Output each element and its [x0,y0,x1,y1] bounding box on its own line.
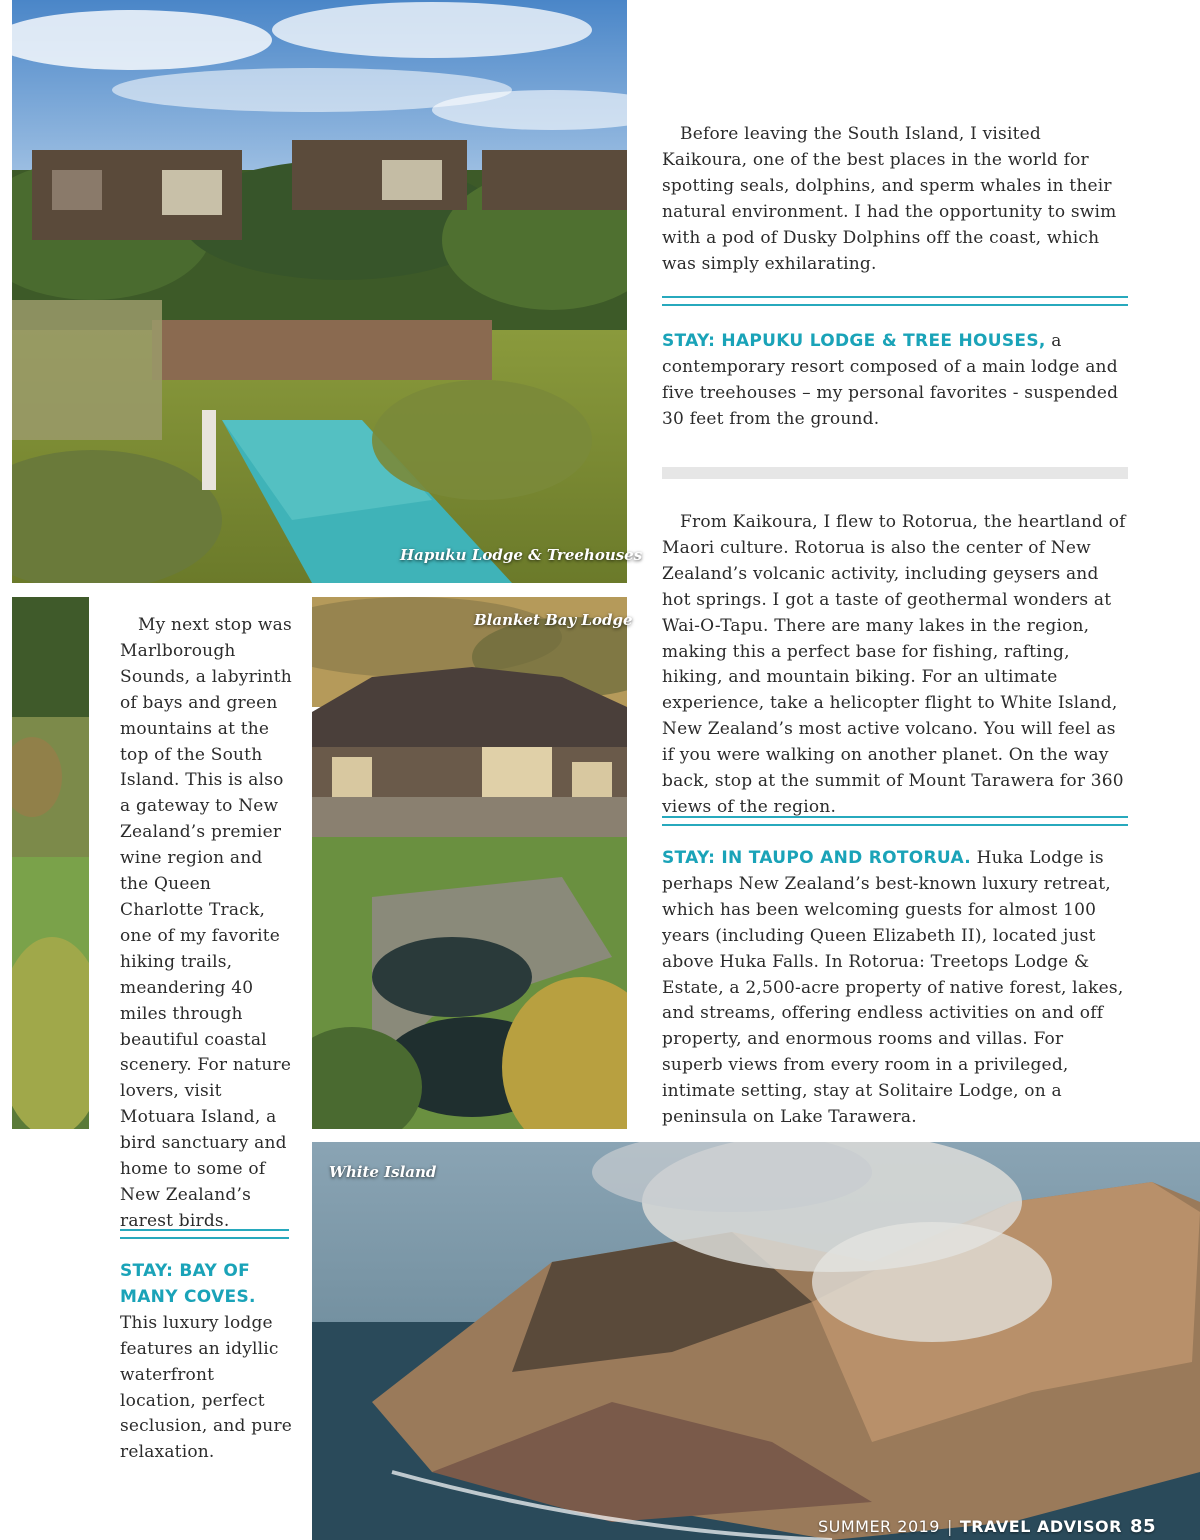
body-paragraph-marlborough: My next stop was Marlborough Sounds, a labyrinth of bays and green mountains at the top of the South Island. This is also a gateway to New Zealand’s premier wine region and the Queen Charlotte Track, one of my favorite hiking trails, meandering 40 miles through beautiful coastal scenery. For nature lovers, visit Motuara Island, a bird sanctuary and home to some of New Zealand’s rarest birds. [120,615,292,1231]
right-column-intro [662,122,1127,277]
page-footer [818,1516,1156,1537]
magazine-name: TRAVEL ADVISOR [959,1517,1122,1536]
body-paragraph-kaikoura: Before leaving the South Island, I visited Kaikoura, one of the best places in the world for spotting seals, dolphins, and sperm whales in their natural environment. I had the opportunity to swim with a pod of Dusky Dolphins off the coast, which was simply exhilarating. [662,124,1117,274]
hillside-photo [12,597,89,1129]
divider-bar [662,467,1128,479]
stay-description: This luxury lodge features an idyllic waterfront location, perfect seclusion, and pure relaxation. [120,1312,293,1463]
stay-hapuku [662,329,1127,433]
footer-separator: | [946,1517,953,1536]
photo-caption-hapuku: Hapuku Lodge & Treehouses [400,546,643,564]
stay-bay-of-many-coves [120,1259,295,1466]
photo-caption-white-island: White Island [329,1163,437,1181]
stay-heading: STAY: IN TAUPO AND ROTORUA. [662,848,972,868]
hapuku-lodge-photo [12,0,627,583]
left-column-marlborough [120,613,292,1235]
body-paragraph-rotorua: From Kaikoura, I flew to Rotorua, the heartland of Maori culture. Rotorua is also the center of New Zealand’s volcanic activity, including geysers and hot springs. I got a taste of geothermal wonders at Wai-O-Tapu. There are many lakes in the region, making this a perfect base for fishing, rafting, hiking, and mountain biking. For an ultimate experience, take a helicopter flight to White Island, New Zealand’s most active volcano. You will feel as if you were walking on another planet. On the way back, stop at the summit of Mount Tarawera for 360 views of the region. [662,512,1126,817]
page-number: 85 [1129,1516,1156,1537]
divider-rule [662,816,1128,826]
photo-caption-blanket-bay: Blanket Bay Lodge [474,611,633,629]
stay-taupo-rotorua [662,846,1128,1131]
white-island-photo [312,1142,1200,1540]
issue-label: SUMMER 2019 [817,1517,940,1536]
right-column-rotorua [662,510,1127,821]
stay-description: Huka Lodge is perhaps New Zealand’s best-known luxury retreat, which has been welcoming guests for almost 100 years (including Queen Elizabeth II), located just above Huka Falls. In Rotorua: Treetops Lodge & Estate, a 2,500-acre property of native forest, lakes, and streams, offering endless activities on and off property, and enormous rooms and villas. For superb views from every room in a privileged, intimate setting, stay at Solitaire Lodge, on a peninsula on Lake Tarawera. [662,848,1124,1128]
stay-heading: STAY: BAY OF MANY COVES. [120,1261,256,1307]
stay-heading: STAY: HAPUKU LODGE & TREE HOUSES, [662,331,1046,351]
divider-rule [120,1229,289,1239]
stay-description: a contemporary resort composed of a main lodge and five treehouses – my personal favorites - suspended 30 feet from the ground. [662,331,1119,429]
blanket-bay-lodge-photo [312,597,627,1129]
divider-rule [662,296,1128,306]
